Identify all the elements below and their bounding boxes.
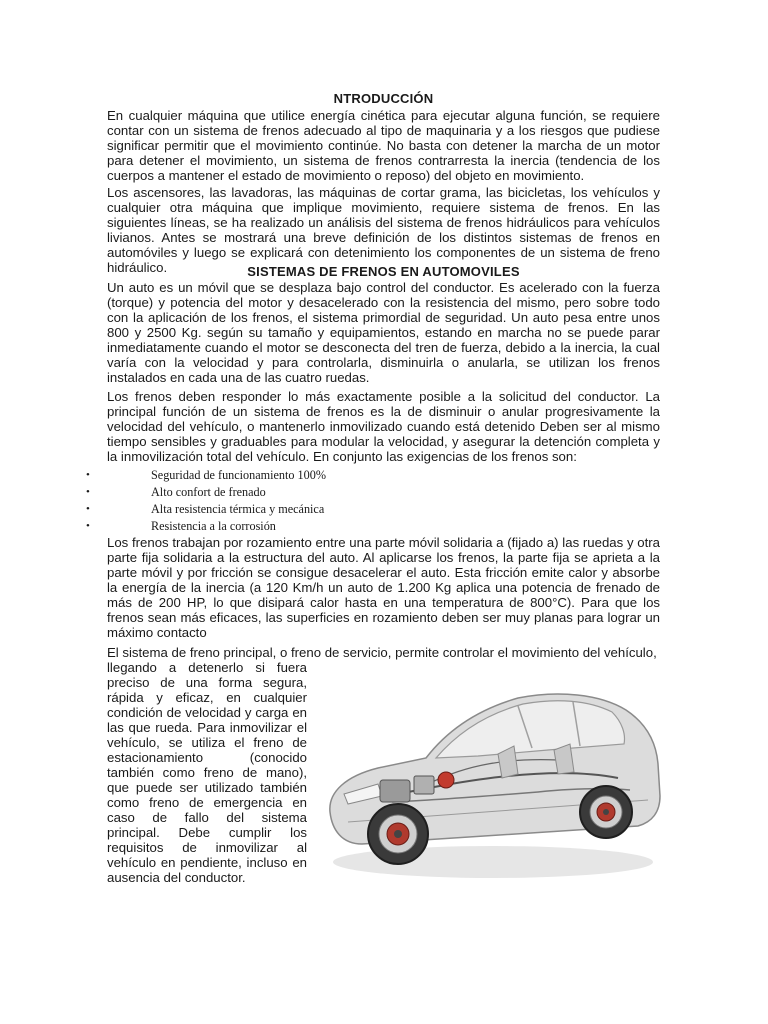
section-paragraph-4-line: El sistema de freno principal, o freno de servicio, permite controlar el movimiento del vehículo, xyxy=(107,645,657,660)
list-item xyxy=(0,466,768,483)
intro-paragraph-1: En cualquier máquina que utilice energía cinética para ejecutar alguna función, se requiere contar con un sistema de frenos adecuado al tipo de maquinaria y a los riesgos que pudiese significar permitir que el movimiento continúe. No basta con detener la marcha de un motor para detener el movimiento, un sistema de frenos contrarresta la inercia (tendencia de los cuerpos a mantener el estado de movimiento o reposo) del objeto en movimiento. xyxy=(107,108,660,183)
list-item-text: Seguridad de funcionamiento 100% xyxy=(151,468,326,482)
list-item-text: Resistencia a la corrosión xyxy=(151,519,276,533)
intro-heading: NTRODUCCIÓN xyxy=(333,91,434,106)
list-item xyxy=(0,500,768,517)
list-item xyxy=(0,483,768,500)
list-item-text: Alto confort de frenado xyxy=(151,485,266,499)
section-paragraph-3: Los frenos trabajan por rozamiento entre una parte móvil solidaria a (fijado a) las ruedas y otra parte fija solidaria a la estructura del auto. Al aplicarse los frenos, la parte fija se aprieta a la parte móvil y por fricción se consigue desacelerar el auto. Esta fricción emite calor y absorbe la energía de la inercia (a 120 Km/h un auto de 1.200 Kg aplica una potencia de frenado de más de 200 HP, lo que disipará calor hasta en una temperatura de 800°C). Para que los frenos sean más eficaces, las superficies en rozamiento deben ser muy planas para lograr un máximo contacto xyxy=(107,535,660,640)
section-paragraph-4-wrap: llegando a detenerlo si fuera preciso de una forma segura, rápida y eficaz, en cualquier condición de velocidad y carga en las que rueda. Para inmovilizar el vehículo, se utiliza el freno de estacionamiento (conocido también como freno de mano), que puede ser utilizado también como freno de emergencia en caso de fallo del sistema principal. Debe cumplir los requisitos de inmovilizar al vehículo en pendiente, incluso en ausencia del conductor. xyxy=(107,660,307,885)
car-brake-system-illustration xyxy=(318,684,664,882)
brake-requirements-list xyxy=(0,466,768,534)
bullet-glyph: • xyxy=(86,469,90,481)
section-paragraph-2: Los frenos deben responder lo más exactamente posible a la solicitud del conductor. La principal función de un sistema de frenos es la de disminuir o anular progresivamente la velocidad del vehículo, o mantenerlo inmovilizado cuando está detenido Deben ser al mismo tiempo sensibles y graduables para modular la velocidad, y asegurar la detención completa y la inmovilización total del vehículo. En conjunto las exigencias de los frenos son: xyxy=(107,389,660,464)
section-heading: SISTEMAS DE FRENOS EN AUTOMOVILES xyxy=(247,264,520,279)
section-paragraph-1: Un auto es un móvil que se desplaza bajo control del conductor. Es acelerado con la fuerza (torque) y potencia del motor y desacelerado con la resistencia del mismo, pero sobre todo con la aplicación de los frenos, el sistema primordial de seguridad. Un auto pesa entre unos 800 y 2500 Kg. según su tamaño y equipamientos, estando en marcha no se puede parar inmediatamente cuando el motor se desconecta del tren de fuerza, debido a la inercia, la cual varía con la velocidad y para controlarla, disminuirla o anularla, se utilizan los frenos instalados en cada una de las cuatro ruedas. xyxy=(107,280,660,385)
car-brake-system-drawing xyxy=(318,684,664,882)
intro-paragraph-2: Los ascensores, las lavadoras, las máquinas de cortar grama, las bicicletas, los vehículos y cualquier otra máquina que implique movimiento, requiere sistema de frenos. En las siguientes líneas, se ha realizado un análisis del sistema de frenos hidráulicos para vehículos livianos. Antes se mostrará una breve definición de los distintos sistemas de frenos en automóviles y luego se explicará con detenimiento los componentes de un sistema de freno hidráulico. xyxy=(107,185,660,275)
list-item-text: Alta resistencia térmica y mecánica xyxy=(151,502,325,516)
list-item xyxy=(0,517,768,534)
bullet-glyph: • xyxy=(86,503,90,515)
bullet-glyph: • xyxy=(86,520,90,532)
bullet-glyph: • xyxy=(86,486,90,498)
